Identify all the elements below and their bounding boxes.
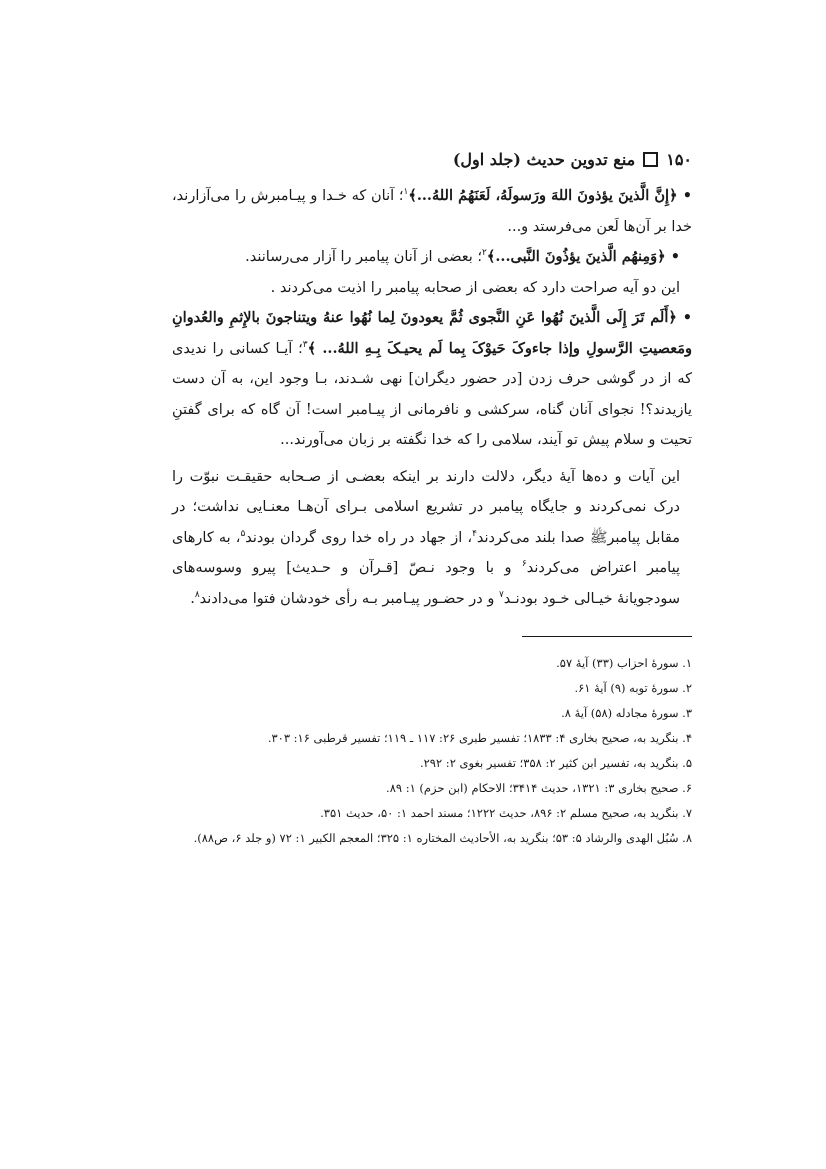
- footnote-4: ۴. بنگرید به، صحیح بخاری ۴: ۱۸۳۳؛ تفسیر طبری ۲۶: ۱۱۷ ـ ۱۱۹؛ تفسیر قرطبی ۱۶: ۳۰۳.: [267, 731, 692, 745]
- book-title: منع تدوین حدیث (جلد اول): [452, 150, 636, 169]
- running-header: [172, 150, 692, 169]
- quran-quote: ﴿أَلَم تَرَ إِلَی الَّذینَ نُهُوا عَنِ النَّجوی ثُمَّ یعودونَ لِما نُهُوا عنهُ ویتناجونَ بالإِثمِ والعُدوانِ ومَعصیتِ الرَّسولِ وإذا جاءوکَ حَیوْکَ بِما لَم یحیـکَ بِـهِ اللهُ... ﴾: [172, 309, 692, 357]
- footnote-ref: ۵: [240, 528, 246, 539]
- footnote-3: ۳. سورهٔ مجادله (۵۸) آیهٔ ۸.: [561, 706, 692, 720]
- paragraph-text: .: [190, 590, 195, 607]
- page-content: [172, 150, 692, 851]
- paragraph-text: این آیات و ده‌ها آیهٔ دیگر، دلالت دارند بر اینکه بعضـی از صـحابه حقیقـت نبوّت را درک نمی‌کردند و جایگاه پیامبر در تشریع اسلامی بـرای آن‌هـا معنـایی نداشت؛ در مقابل پیامبرﷺ صدا بلند می‌کردند: [172, 468, 680, 546]
- paragraph-text: و در حضـور پیـامبر بـه رأی خودشان فتوا می‌دادند: [199, 590, 499, 607]
- footnote-ref: ۸: [194, 589, 200, 600]
- square-ornament-icon: [643, 152, 658, 167]
- verse-paragraph-1: [172, 181, 692, 242]
- paragraph-text: ؛ بعضی از آنان پیامبر را آزار می‌رسانند.: [245, 249, 483, 265]
- verse-paragraph-2: [172, 242, 692, 273]
- paragraph-text: ؛ آیـا کسانی را ندیدی که از در گوشی حرف زدن [در حضور دیگران] نهی شـدند، بـا وجود این، به آن دست یازیدند؟! نجوای آنان گناه، سرکشی و نافرمانی از پیـامبر است! آن گاه که برای گفتنِ تحیت و سلام پیش تو آیند، سلامی را که خدا نگفته بر زبان می‌آورند...: [172, 340, 692, 448]
- footnote-8: ۸. سُبُل الهدی والرشاد ۵: ۵۳؛ بنگرید به، الأحادیث المختاره ۱: ۳۲۵؛ المعجم الکبیر ۱: ۷۲ (و جلد ۶، ص۸۸).: [193, 831, 692, 845]
- footnotes: [172, 651, 692, 851]
- footnote-7: ۷. بنگرید به، صحیح مسلم ۲: ۸۹۶، حدیث ۱۲۲۲؛ مسند احمد ۱: ۵۰، حدیث ۳۵۱.: [320, 806, 692, 820]
- footnote-ref: ۱: [403, 187, 409, 198]
- page-number: ۱۵۰: [666, 150, 692, 169]
- statement-paragraph: [172, 273, 692, 304]
- paragraph-text: ؛ آنان که خـدا و پیـامبرش را می‌آزارند، خدا بر آن‌ها لَعن می‌فرستد و...: [172, 188, 692, 235]
- footnote-ref: ۷: [498, 589, 504, 600]
- footnote-ref: ۳: [302, 339, 308, 350]
- body-paragraph: [172, 462, 692, 615]
- footnote-ref: ۴: [472, 528, 477, 539]
- footnote-divider: [522, 636, 692, 637]
- footnote-1: ۱. سورهٔ احزاب (۳۳) آیهٔ ۵۷.: [556, 656, 692, 670]
- footnote-ref: ۶: [521, 559, 527, 570]
- paragraph-text: ، به کارهای پیامبر اعتراض می‌کردند: [172, 529, 681, 576]
- paragraph-text: ، از جهاد در راه خدا روی گردان بودند: [245, 529, 473, 546]
- paragraph-text: این دو آیه صراحت دارد که بعضی از صحابه پیامبر را اذیت می‌کردند .: [270, 279, 680, 296]
- quran-quote: ﴿وَمِنهُم الَّذینَ یؤذُونَ النَّبی...﴾: [486, 248, 666, 265]
- footnote-ref: ۲: [482, 248, 487, 259]
- footnote-2: ۲. سورهٔ توبه (۹) آیهٔ ۶۱.: [574, 681, 692, 695]
- paragraph-text: و با وجود نـصّ [قـرآن و حـدیث] پیرو وسوسه‌های سودجویانهٔ خیـالی خـود بودنـد: [172, 560, 680, 607]
- footnote-6: ۶. صحیح بخاری ۳: ۱۳۲۱، حدیث ۳۴۱۴؛ الاحکام (ابن حزم) ۱: ۸۹.: [386, 781, 692, 795]
- footnote-5: ۵. بنگرید به، تفسیر ابن کثیر ۲: ۳۵۸؛ تفسیر بغوی ۲: ۲۹۲.: [419, 756, 692, 770]
- quran-quote: ﴿إِنَّ الَّذینَ یؤذونَ اللهَ ورَسولَهُ، لَعَنَهُمُ اللهُ...﴾: [408, 187, 678, 204]
- verse-paragraph-3: [172, 303, 692, 456]
